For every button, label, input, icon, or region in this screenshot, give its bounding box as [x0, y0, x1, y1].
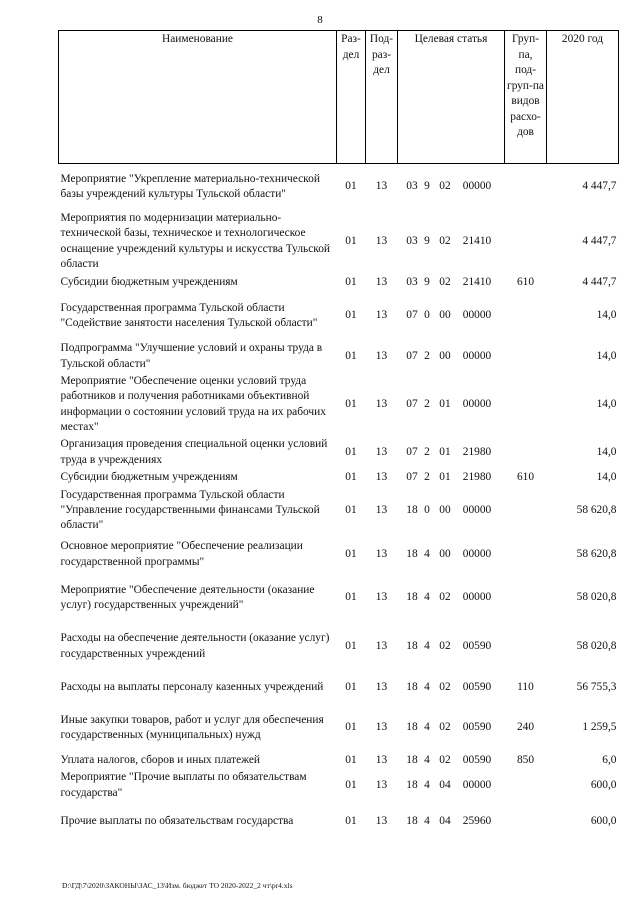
row-expense-group: [505, 292, 547, 341]
target-event: 00: [439, 349, 451, 362]
row-podrazdel: 13: [375, 503, 388, 516]
row-expense-group: [505, 164, 547, 210]
row-target: [398, 437, 505, 469]
target-direction: 25960: [462, 814, 492, 827]
row-target: [398, 622, 505, 672]
target-subprogram: 4: [424, 591, 430, 604]
row-expense-group: 850: [516, 753, 535, 766]
table-body: [59, 164, 619, 842]
table-row: [59, 705, 619, 752]
target-event: 02: [439, 753, 451, 766]
target-subprogram: 4: [424, 681, 430, 694]
row-target: [398, 210, 505, 274]
row-target: [398, 341, 505, 373]
row-razdel: 01: [345, 470, 357, 483]
target-program: 18: [406, 591, 418, 604]
row-expense-group: [505, 437, 547, 469]
target-subprogram: 4: [424, 547, 430, 560]
row-amount: 1 259,5: [582, 721, 617, 734]
row-razdel: 01: [345, 180, 357, 193]
row-expense-group: [505, 575, 547, 622]
header-year: 2020 год: [547, 31, 619, 164]
table-row: [59, 752, 619, 770]
row-amount: 58 620,8: [576, 547, 617, 560]
target-event: 02: [439, 234, 451, 247]
table-row: [59, 210, 619, 274]
target-event: 02: [439, 275, 451, 288]
target-program: 07: [406, 309, 418, 322]
target-event: 02: [439, 639, 451, 652]
row-razdel: 01: [345, 349, 357, 362]
file-path-footer: D:\ГД\7\2020\ЗАКОНЫ\ЗАС_13\Изм. бюджет ТО 2020-2022_2 чт\pr4.xls: [62, 881, 293, 890]
row-razdel: 01: [345, 445, 357, 458]
target-event: 02: [439, 681, 451, 694]
row-target: [398, 672, 505, 705]
row-amount: 4 447,7: [582, 275, 617, 288]
row-target: [398, 469, 505, 487]
row-expense-group: [505, 622, 547, 672]
row-name: Расходы на обеспечение деятельности (оказание услуг) государственных учреждений: [60, 632, 330, 660]
row-razdel: 01: [345, 721, 357, 734]
row-razdel: 01: [345, 753, 357, 766]
row-name: Организация проведения специальной оценки условий труда в учреждениях: [60, 438, 328, 466]
row-name: Субсидии бюджетным учреждениям: [60, 275, 238, 288]
target-program: 18: [406, 721, 418, 734]
target-program: 18: [406, 814, 418, 827]
target-event: 04: [439, 814, 451, 827]
row-name: Мероприятие "Прочие выплаты по обязательствам государства": [60, 771, 307, 799]
target-subprogram: 9: [424, 275, 430, 288]
row-target: [398, 274, 505, 292]
target-direction: 00000: [462, 180, 492, 193]
row-razdel: 01: [345, 681, 357, 694]
page-number: 8: [317, 14, 323, 26]
header-target: Целевая статья: [398, 31, 505, 164]
target-program: 18: [406, 639, 418, 652]
target-event: 02: [439, 721, 451, 734]
row-razdel: 01: [345, 503, 357, 516]
target-subprogram: 0: [424, 309, 430, 322]
target-event: 01: [439, 445, 451, 458]
target-subprogram: 9: [424, 180, 430, 193]
target-program: 07: [406, 470, 418, 483]
row-name: Основное мероприятие "Обеспечение реализации государственной программы": [60, 540, 303, 568]
table-row: [59, 770, 619, 802]
table-row: [59, 487, 619, 535]
row-expense-group: [505, 487, 547, 535]
target-program: 18: [406, 753, 418, 766]
target-program: 07: [406, 445, 418, 458]
row-podrazdel: 13: [375, 275, 388, 288]
row-podrazdel: 13: [375, 547, 388, 560]
row-amount: 58 020,8: [576, 639, 617, 652]
row-amount: 58 020,8: [576, 591, 617, 604]
row-target: [398, 535, 505, 575]
header-podrazdel: Под-раз-дел: [366, 31, 398, 164]
target-program: 03: [406, 180, 418, 193]
target-subprogram: 4: [424, 721, 430, 734]
row-target: [398, 164, 505, 210]
row-name: Государственная программа Тульской области "Управление государственными финансами Тульской области": [60, 488, 320, 532]
row-name: Мероприятия по модернизации материально-технической базы, техническое и технологическое оснащение учреждений культуры и искусства Тульской области: [60, 212, 331, 270]
row-name: Мероприятие "Укрепление материально-технической базы учреждений культуры Тульской области": [60, 172, 320, 200]
target-program: 18: [406, 503, 418, 516]
row-expense-group: [505, 770, 547, 802]
target-subprogram: 4: [424, 778, 430, 791]
target-direction: 00000: [462, 349, 492, 362]
target-event: 00: [439, 503, 451, 516]
target-subprogram: 2: [424, 470, 430, 483]
row-podrazdel: 13: [375, 445, 388, 458]
target-subprogram: 2: [424, 445, 430, 458]
target-direction: 00000: [462, 397, 492, 410]
header-group: Груп-па, под-груп-па видов расхо-дов: [505, 31, 547, 164]
target-program: 07: [406, 349, 418, 362]
row-podrazdel: 13: [375, 309, 388, 322]
target-subprogram: 4: [424, 753, 430, 766]
row-amount: 58 620,8: [576, 503, 617, 516]
target-direction: 00000: [462, 778, 492, 791]
target-direction: 00000: [462, 591, 492, 604]
row-expense-group: [505, 535, 547, 575]
row-name: Подпрограмма "Улучшение условий и охраны труда в Тульской области": [60, 342, 323, 370]
target-direction: 00000: [462, 309, 492, 322]
table-row: [59, 437, 619, 469]
row-podrazdel: 13: [375, 639, 388, 652]
target-direction: 21980: [462, 445, 492, 458]
row-expense-group: [505, 802, 547, 842]
target-event: 04: [439, 778, 451, 791]
row-name: Субсидии бюджетным учреждениям: [60, 470, 238, 483]
row-name: Иные закупки товаров, работ и услуг для обеспечения государственных (муниципальных) нужд: [60, 713, 324, 741]
row-target: [398, 802, 505, 842]
row-amount: 14,0: [596, 349, 617, 362]
target-direction: 21410: [462, 275, 492, 288]
row-expense-group: 240: [516, 721, 535, 734]
row-razdel: 01: [345, 547, 357, 560]
row-razdel: 01: [345, 309, 357, 322]
row-podrazdel: 13: [375, 814, 388, 827]
row-name: Мероприятие "Обеспечение оценки условий труда работников и получения работниками объективной информации о состоянии условий труда на их рабочих местах": [60, 375, 326, 433]
target-direction: 21410: [462, 234, 492, 247]
row-razdel: 01: [345, 591, 357, 604]
row-name: Расходы на выплаты персоналу казенных учреждений: [60, 681, 324, 694]
row-target: [398, 752, 505, 770]
row-amount: 4 447,7: [582, 234, 617, 247]
row-name: Уплата налогов, сборов и иных платежей: [60, 753, 260, 766]
table-row: [59, 535, 619, 575]
target-subprogram: 4: [424, 639, 430, 652]
target-program: 03: [406, 234, 418, 247]
target-event: 00: [439, 547, 451, 560]
target-event: 02: [439, 180, 451, 193]
row-razdel: 01: [345, 275, 357, 288]
target-direction: 00000: [462, 503, 492, 516]
target-subprogram: 0: [424, 503, 430, 516]
row-target: [398, 770, 505, 802]
row-amount: 6,0: [602, 753, 617, 766]
row-razdel: 01: [345, 397, 357, 410]
row-amount: 14,0: [596, 445, 617, 458]
table-row: [59, 274, 619, 292]
target-direction: 00590: [462, 681, 492, 694]
row-amount: 14,0: [596, 470, 617, 483]
row-podrazdel: 13: [375, 778, 388, 791]
target-program: 18: [406, 778, 418, 791]
row-amount: 14,0: [596, 397, 617, 410]
row-target: [398, 487, 505, 535]
row-target: [398, 292, 505, 341]
row-target: [398, 705, 505, 752]
target-program: 18: [406, 681, 418, 694]
target-event: 01: [439, 470, 451, 483]
row-target: [398, 575, 505, 622]
row-razdel: 01: [345, 639, 357, 652]
row-amount: 600,0: [590, 778, 617, 791]
row-podrazdel: 13: [375, 349, 388, 362]
table-row: [59, 575, 619, 622]
row-expense-group: [505, 210, 547, 274]
row-razdel: 01: [345, 778, 357, 791]
table-row: [59, 341, 619, 373]
row-amount: 4 447,7: [582, 180, 617, 193]
target-event: 01: [439, 397, 451, 410]
row-podrazdel: 13: [375, 180, 388, 193]
target-direction: 00590: [462, 753, 492, 766]
row-target: [398, 373, 505, 437]
row-podrazdel: 13: [375, 591, 388, 604]
row-expense-group: [505, 373, 547, 437]
target-program: 18: [406, 547, 418, 560]
budget-table: [58, 30, 619, 842]
target-subprogram: 9: [424, 234, 430, 247]
target-direction: 00590: [462, 721, 492, 734]
target-direction: 21980: [462, 470, 492, 483]
row-podrazdel: 13: [375, 470, 388, 483]
row-name: Государственная программа Тульской области "Содействие занятости населения Тульской области": [60, 301, 318, 329]
table-row: [59, 469, 619, 487]
row-expense-group: 610: [516, 470, 535, 483]
target-program: 07: [406, 397, 418, 410]
target-subprogram: 2: [424, 397, 430, 410]
target-subprogram: 4: [424, 814, 430, 827]
row-expense-group: 610: [516, 275, 535, 288]
row-razdel: 01: [345, 234, 357, 247]
header-razdel: Раз-дел: [337, 31, 366, 164]
table-row: [59, 802, 619, 842]
row-amount: 14,0: [596, 309, 617, 322]
row-podrazdel: 13: [375, 397, 388, 410]
table-row: [59, 292, 619, 341]
target-event: 02: [439, 591, 451, 604]
target-event: 00: [439, 309, 451, 322]
row-podrazdel: 13: [375, 721, 388, 734]
target-program: 03: [406, 275, 418, 288]
row-amount: 600,0: [590, 814, 617, 827]
target-direction: 00590: [462, 639, 492, 652]
table-header: [59, 31, 619, 164]
header-name: Наименование: [59, 31, 337, 164]
row-amount: 56 755,3: [576, 681, 617, 694]
row-expense-group: 110: [517, 681, 534, 694]
table-row: [59, 622, 619, 672]
table-row: [59, 373, 619, 437]
row-razdel: 01: [345, 814, 357, 827]
row-name: Мероприятие "Обеспечение деятельности (оказание услуг) государственных учреждений": [60, 583, 315, 611]
table-row: [59, 164, 619, 210]
row-expense-group: [505, 341, 547, 373]
target-subprogram: 2: [424, 349, 430, 362]
row-podrazdel: 13: [375, 753, 388, 766]
row-name: Прочие выплаты по обязательствам государства: [60, 814, 294, 827]
row-podrazdel: 13: [375, 234, 388, 247]
table-row: [59, 672, 619, 705]
row-podrazdel: 13: [375, 681, 388, 694]
target-direction: 00000: [462, 547, 492, 560]
